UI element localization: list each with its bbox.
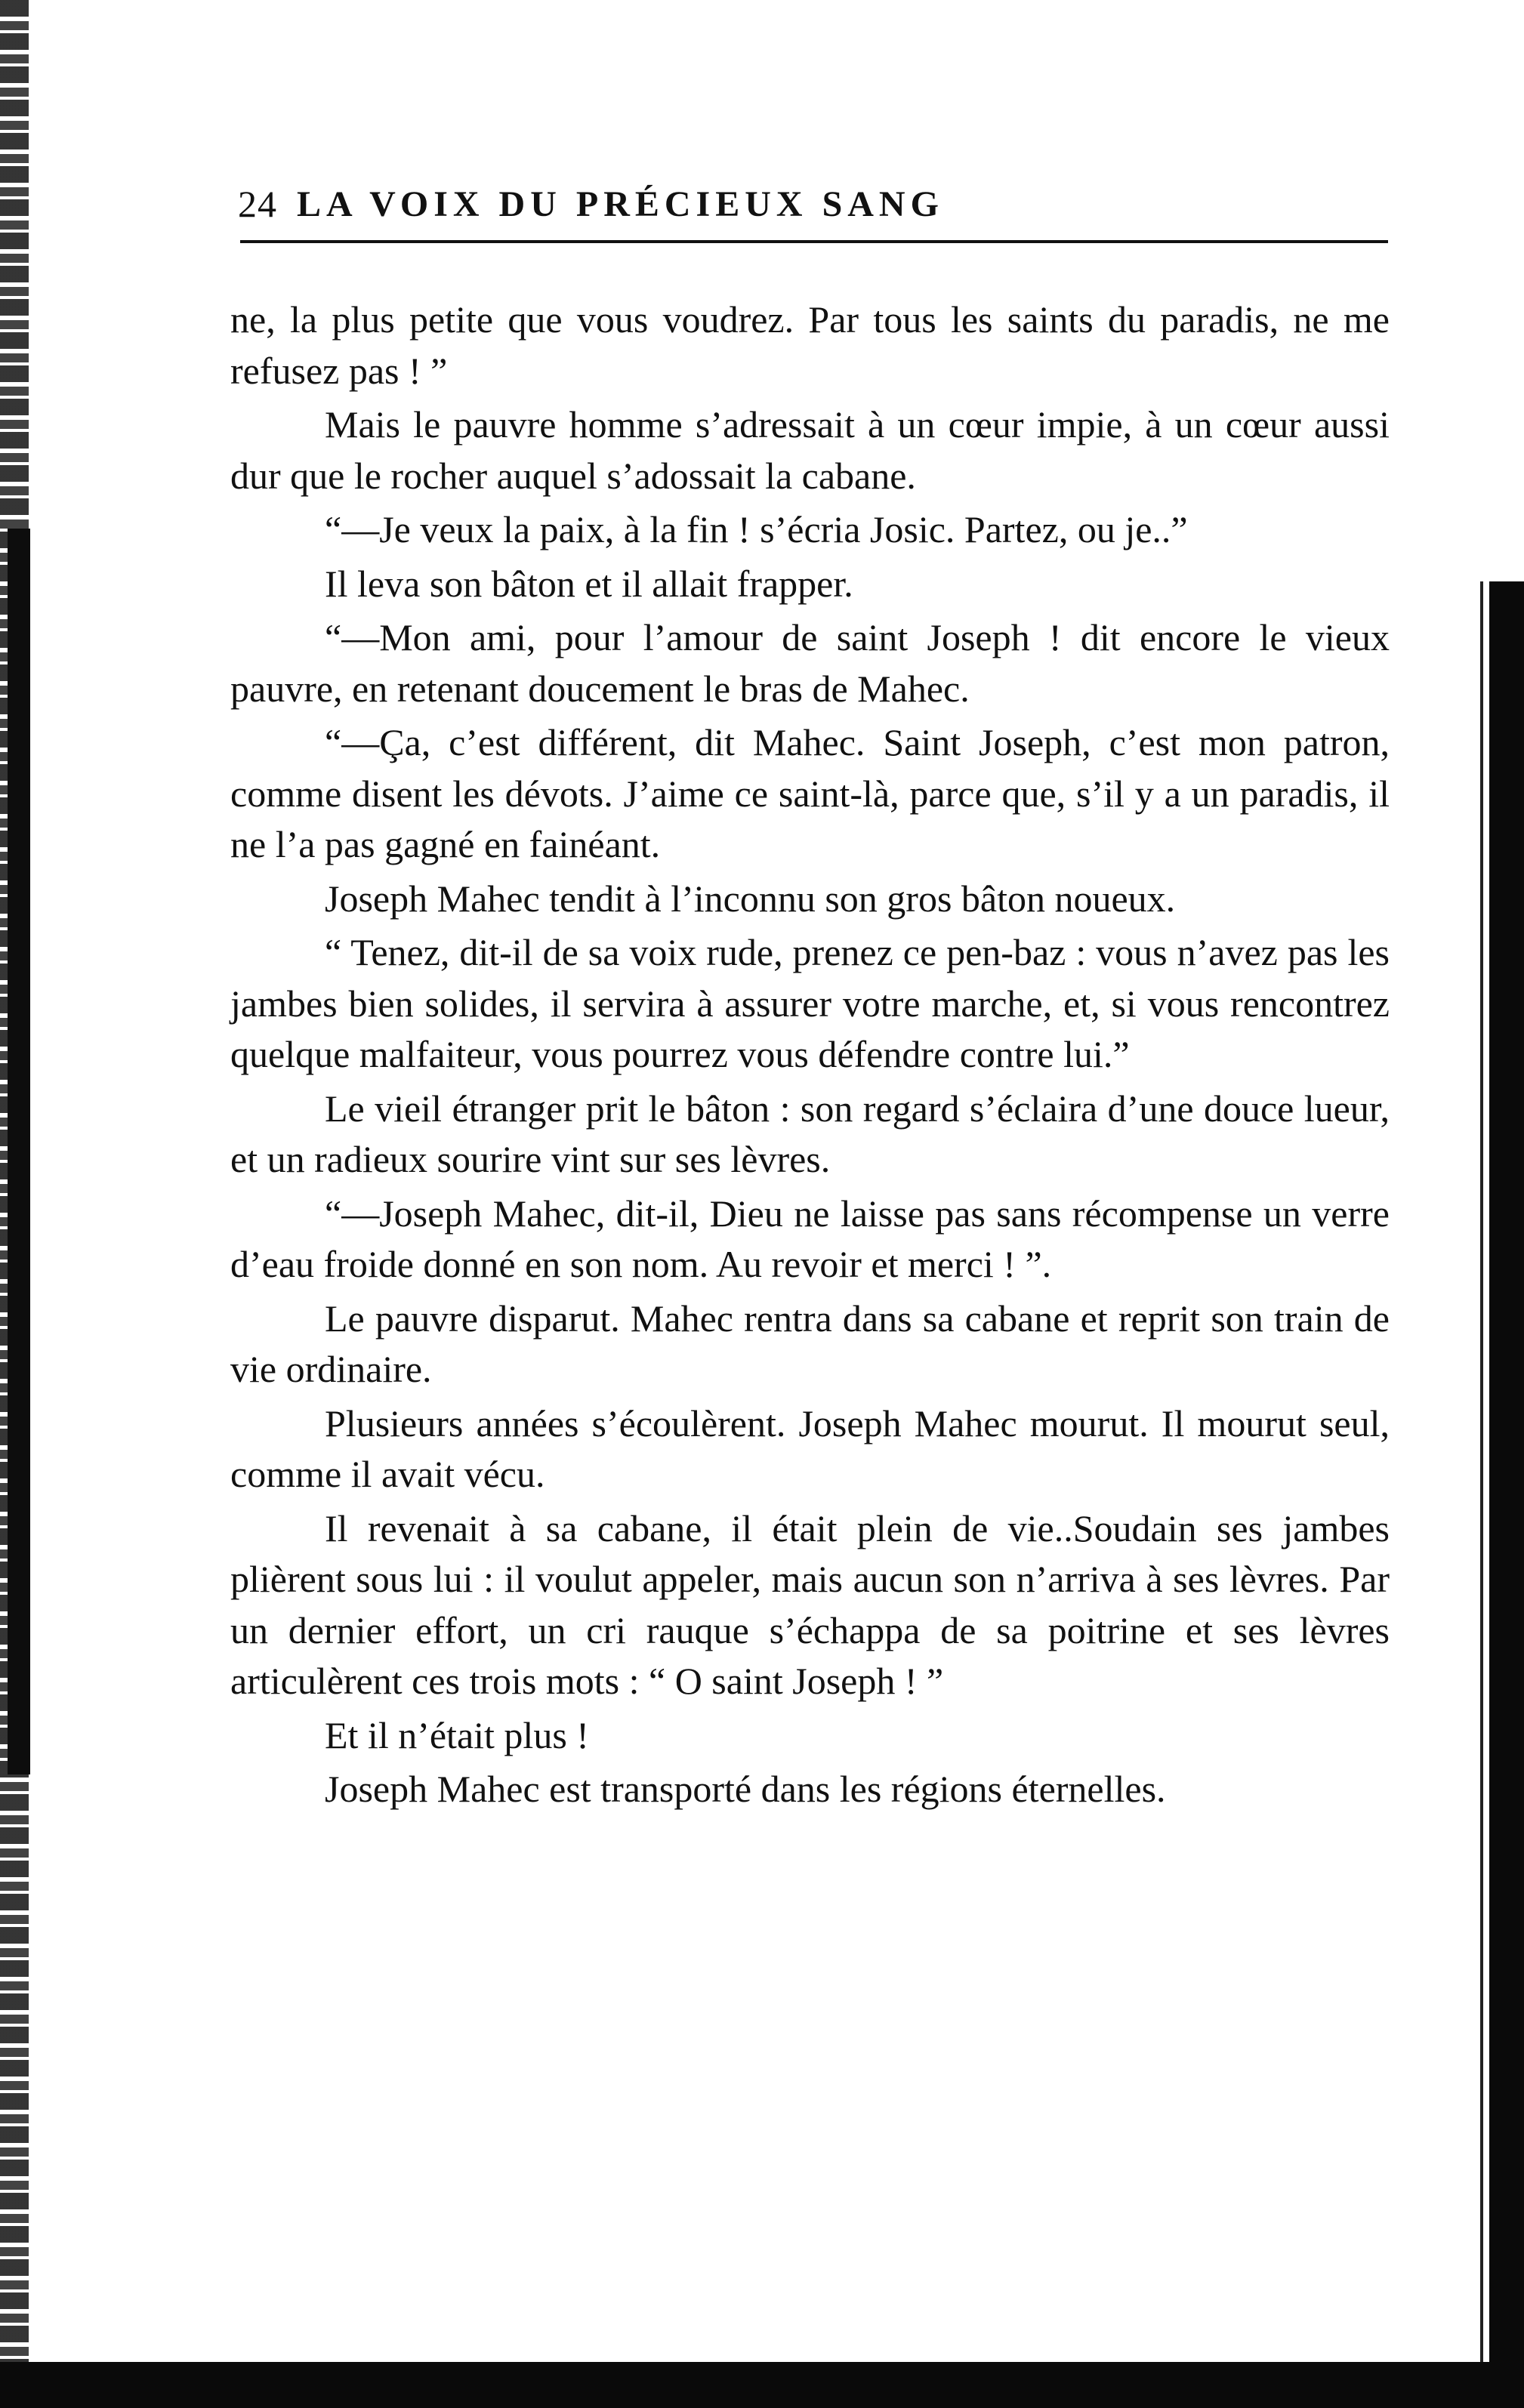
- paragraph: Joseph Mahec est transporté dans les régions éternelles.: [325, 1768, 1166, 1810]
- body-text: [230, 294, 1390, 1818]
- paragraph: Le vieil étranger prit le bâton : son regard s’éclaira d’une douce lueur, et un radieux sourire vint sur ses lèvres.: [230, 1087, 1390, 1180]
- paragraph: “ Tenez, dit-il de sa voix rude, prenez ce pen-baz : vous n’avez pas les jambes bien solides, il servira à assurer votre marche, et, si vous rencontrez quelque malfaiteur, vous pourrez vous défendre contre lui.”: [230, 931, 1390, 1075]
- paragraph: Et il n’était plus !: [325, 1713, 589, 1756]
- paragraph: “—Je veux la paix, à la fin ! s’écria Josic. Partez, ou je..”: [325, 508, 1188, 550]
- scanned-bottom-edge-shadow: [0, 2362, 1524, 2408]
- scanned-binding-shadow: [8, 529, 30, 1774]
- paragraph: Le pauvre disparut. Mahec rentra dans sa cabane et reprit son train de vie ordinaire.: [230, 1296, 1390, 1390]
- paragraph: “—Joseph Mahec, dit-il, Dieu ne laisse pas sans récompense un verre d’eau froide donné en son nom. Au revoir et merci ! ”.: [230, 1192, 1390, 1285]
- paragraph: ne, la plus petite que vous voudrez. Par tous les saints du paradis, ne me refusez pas ! ”: [230, 298, 1390, 392]
- running-head: LA VOIX DU PRÉCIEUX SANG: [297, 183, 944, 224]
- page-header: [238, 170, 1386, 238]
- scanned-right-edge-shadow: [1489, 581, 1524, 2408]
- paragraph: Mais le pauvre homme s’adressait à un cœur impie, à un cœur aussi dur que le rocher auquel s’adossait la cabane.: [230, 403, 1390, 497]
- page-number: 24: [238, 183, 277, 225]
- paragraph: Joseph Mahec tendit à l’inconnu son gros bâton noueux.: [325, 877, 1176, 920]
- paragraph: Il revenait à sa cabane, il était plein de vie..Soudain ses jambes plièrent sous lui : il voulut appeler, mais aucun son n’arriva à ses lèvres. Par un dernier effort, un cri rauque s’échappa de sa poitrine et ses lèvres articulèrent ces trois mots : “ O saint Joseph ! ”: [230, 1506, 1390, 1702]
- paragraph: Plusieurs années s’écoulèrent. Joseph Mahec mourut. Il mourut seul, comme il avait vécu.: [230, 1401, 1390, 1495]
- paragraph: “—Ça, c’est différent, dit Mahec. Saint Joseph, c’est mon patron, comme disent les dévots. J’aime ce saint-là, parce que, s’il y a un paradis, il ne l’a pas gagné en fainéant.: [230, 721, 1390, 865]
- header-rule: [240, 240, 1388, 243]
- scanned-right-edge-line: [1480, 581, 1483, 2363]
- paragraph: “—Mon ami, pour l’amour de saint Joseph ! dit encore le vieux pauvre, en retenant doucement le bras de Mahec.: [230, 616, 1390, 710]
- paragraph: Il leva son bâton et il allait frapper.: [325, 562, 853, 605]
